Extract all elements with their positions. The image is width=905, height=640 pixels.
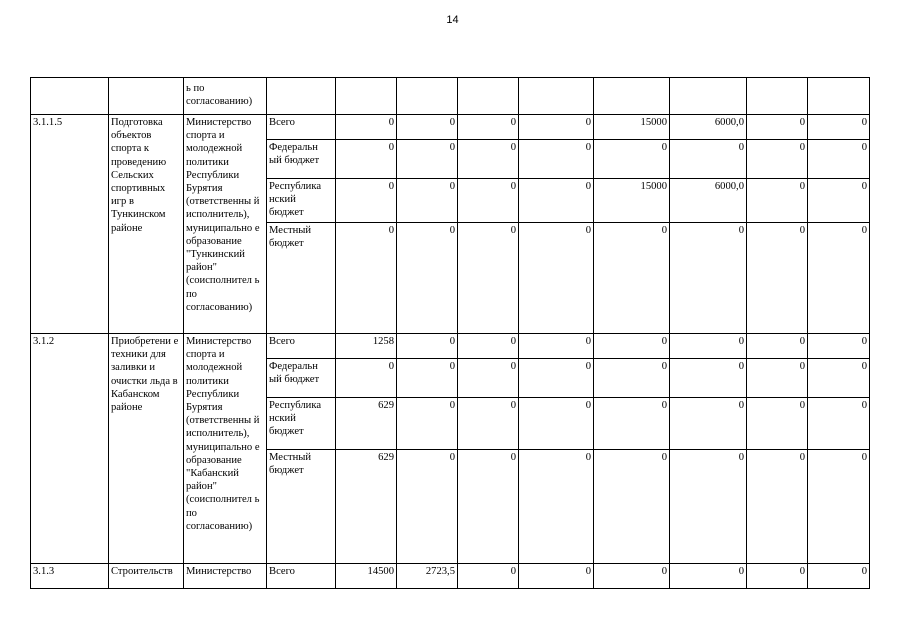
amount-cell: 0 [458,334,519,359]
amount-cell: 0 [458,140,519,179]
amount-cell: 0 [808,179,870,223]
activity-name: Приобретени е техники для заливки и очистки льда в Кабанском районе [109,334,184,564]
funding-source: Всего [267,115,336,140]
amount-cell: 0 [670,359,747,398]
table-cell [670,78,747,115]
amount-cell: 0 [808,223,870,334]
amount-cell: 0 [594,140,670,179]
table-cell [267,78,336,115]
table-cell [747,78,808,115]
activity-code: 3.1.2 [31,334,109,564]
amount-cell: 14500 [336,564,397,589]
amount-cell: 0 [519,359,594,398]
amount-cell: 0 [747,450,808,564]
activity-name: Подготовка объектов спорта к проведению Сельских спортивных игр в Тункинском районе [109,115,184,334]
amount-cell: 0 [458,115,519,140]
amount-cell: 15000 [594,179,670,223]
amount-cell: 0 [519,334,594,359]
amount-cell: 0 [397,223,458,334]
funding-source: Местный бюджет [267,450,336,564]
amount-cell: 0 [397,398,458,450]
amount-cell: 629 [336,398,397,450]
amount-cell: 0 [397,334,458,359]
executor-cell: Министерство спорта и молодежной политики Республики Бурятия (ответственны й исполнитель), муниципально е образование "Кабанский район" (соисполнител ь по согласованию) [184,334,267,564]
amount-cell: 0 [336,115,397,140]
amount-cell: 0 [808,140,870,179]
amount-cell: 1258 [336,334,397,359]
table-cell [397,78,458,115]
funding-source: Всего [267,564,336,589]
amount-cell: 0 [519,115,594,140]
funding-source: Всего [267,334,336,359]
amount-cell: 0 [594,223,670,334]
amount-cell: 0 [336,140,397,179]
amount-cell: 0 [519,223,594,334]
amount-cell: 0 [336,223,397,334]
amount-cell: 0 [594,398,670,450]
amount-cell: 0 [670,223,747,334]
amount-cell: 0 [458,450,519,564]
funding-source: Местный бюджет [267,223,336,334]
page-number: 14 [446,14,459,26]
amount-cell: 0 [519,450,594,564]
table-row [31,115,870,140]
amount-cell: 0 [670,398,747,450]
table-cell [336,78,397,115]
table-row [31,564,870,589]
amount-cell: 0 [670,450,747,564]
funding-source: Республика нский бюджет [267,398,336,450]
amount-cell: 0 [336,179,397,223]
table-cell [31,78,109,115]
amount-cell: 0 [519,140,594,179]
executor-cell: Министерство [184,564,267,589]
amount-cell: 0 [670,564,747,589]
amount-cell: 0 [594,334,670,359]
amount-cell: 0 [808,450,870,564]
amount-cell: 0 [747,334,808,359]
amount-cell: 0 [747,115,808,140]
funding-source: Федеральн ый бюджет [267,359,336,398]
amount-cell: 15000 [594,115,670,140]
activity-name: Строительств [109,564,184,589]
amount-cell: 0 [808,398,870,450]
amount-cell: 0 [747,223,808,334]
amount-cell: 0 [519,398,594,450]
amount-cell: 0 [747,359,808,398]
executor-cell: Министерство спорта и молодежной политики Республики Бурятия (ответственны й исполнитель), муниципально е образование "Тункинский район" (соисполнител ь по согласованию) [184,115,267,334]
amount-cell: 0 [397,450,458,564]
amount-cell: 0 [397,140,458,179]
table-cell [808,78,870,115]
amount-cell: 0 [397,115,458,140]
table-row [31,334,870,359]
amount-cell: 0 [594,564,670,589]
amount-cell: 0 [458,398,519,450]
amount-cell: 0 [747,140,808,179]
amount-cell: 0 [594,359,670,398]
amount-cell: 0 [458,359,519,398]
amount-cell: 0 [594,450,670,564]
amount-cell: 0 [808,115,870,140]
budget-table [30,77,870,589]
table-cell [109,78,184,115]
table-cell [594,78,670,115]
amount-cell: 0 [458,223,519,334]
amount-cell: 6000,0 [670,179,747,223]
activity-code: 3.1.1.5 [31,115,109,334]
table-cell [458,78,519,115]
executor-cell: ь по согласованию) [184,78,267,115]
amount-cell: 0 [336,359,397,398]
amount-cell: 0 [808,564,870,589]
amount-cell: 0 [519,564,594,589]
amount-cell: 0 [747,179,808,223]
amount-cell: 0 [808,359,870,398]
amount-cell: 0 [808,334,870,359]
amount-cell: 2723,5 [397,564,458,589]
amount-cell: 629 [336,450,397,564]
amount-cell: 6000,0 [670,115,747,140]
amount-cell: 0 [458,564,519,589]
amount-cell: 0 [397,359,458,398]
table-row [31,78,870,115]
activity-code: 3.1.3 [31,564,109,589]
funding-source: Федеральн ый бюджет [267,140,336,179]
amount-cell: 0 [747,564,808,589]
funding-source: Республика нский бюджет [267,179,336,223]
amount-cell: 0 [747,398,808,450]
amount-cell: 0 [670,334,747,359]
table-cell [519,78,594,115]
amount-cell: 0 [670,140,747,179]
amount-cell: 0 [519,179,594,223]
amount-cell: 0 [458,179,519,223]
amount-cell: 0 [397,179,458,223]
